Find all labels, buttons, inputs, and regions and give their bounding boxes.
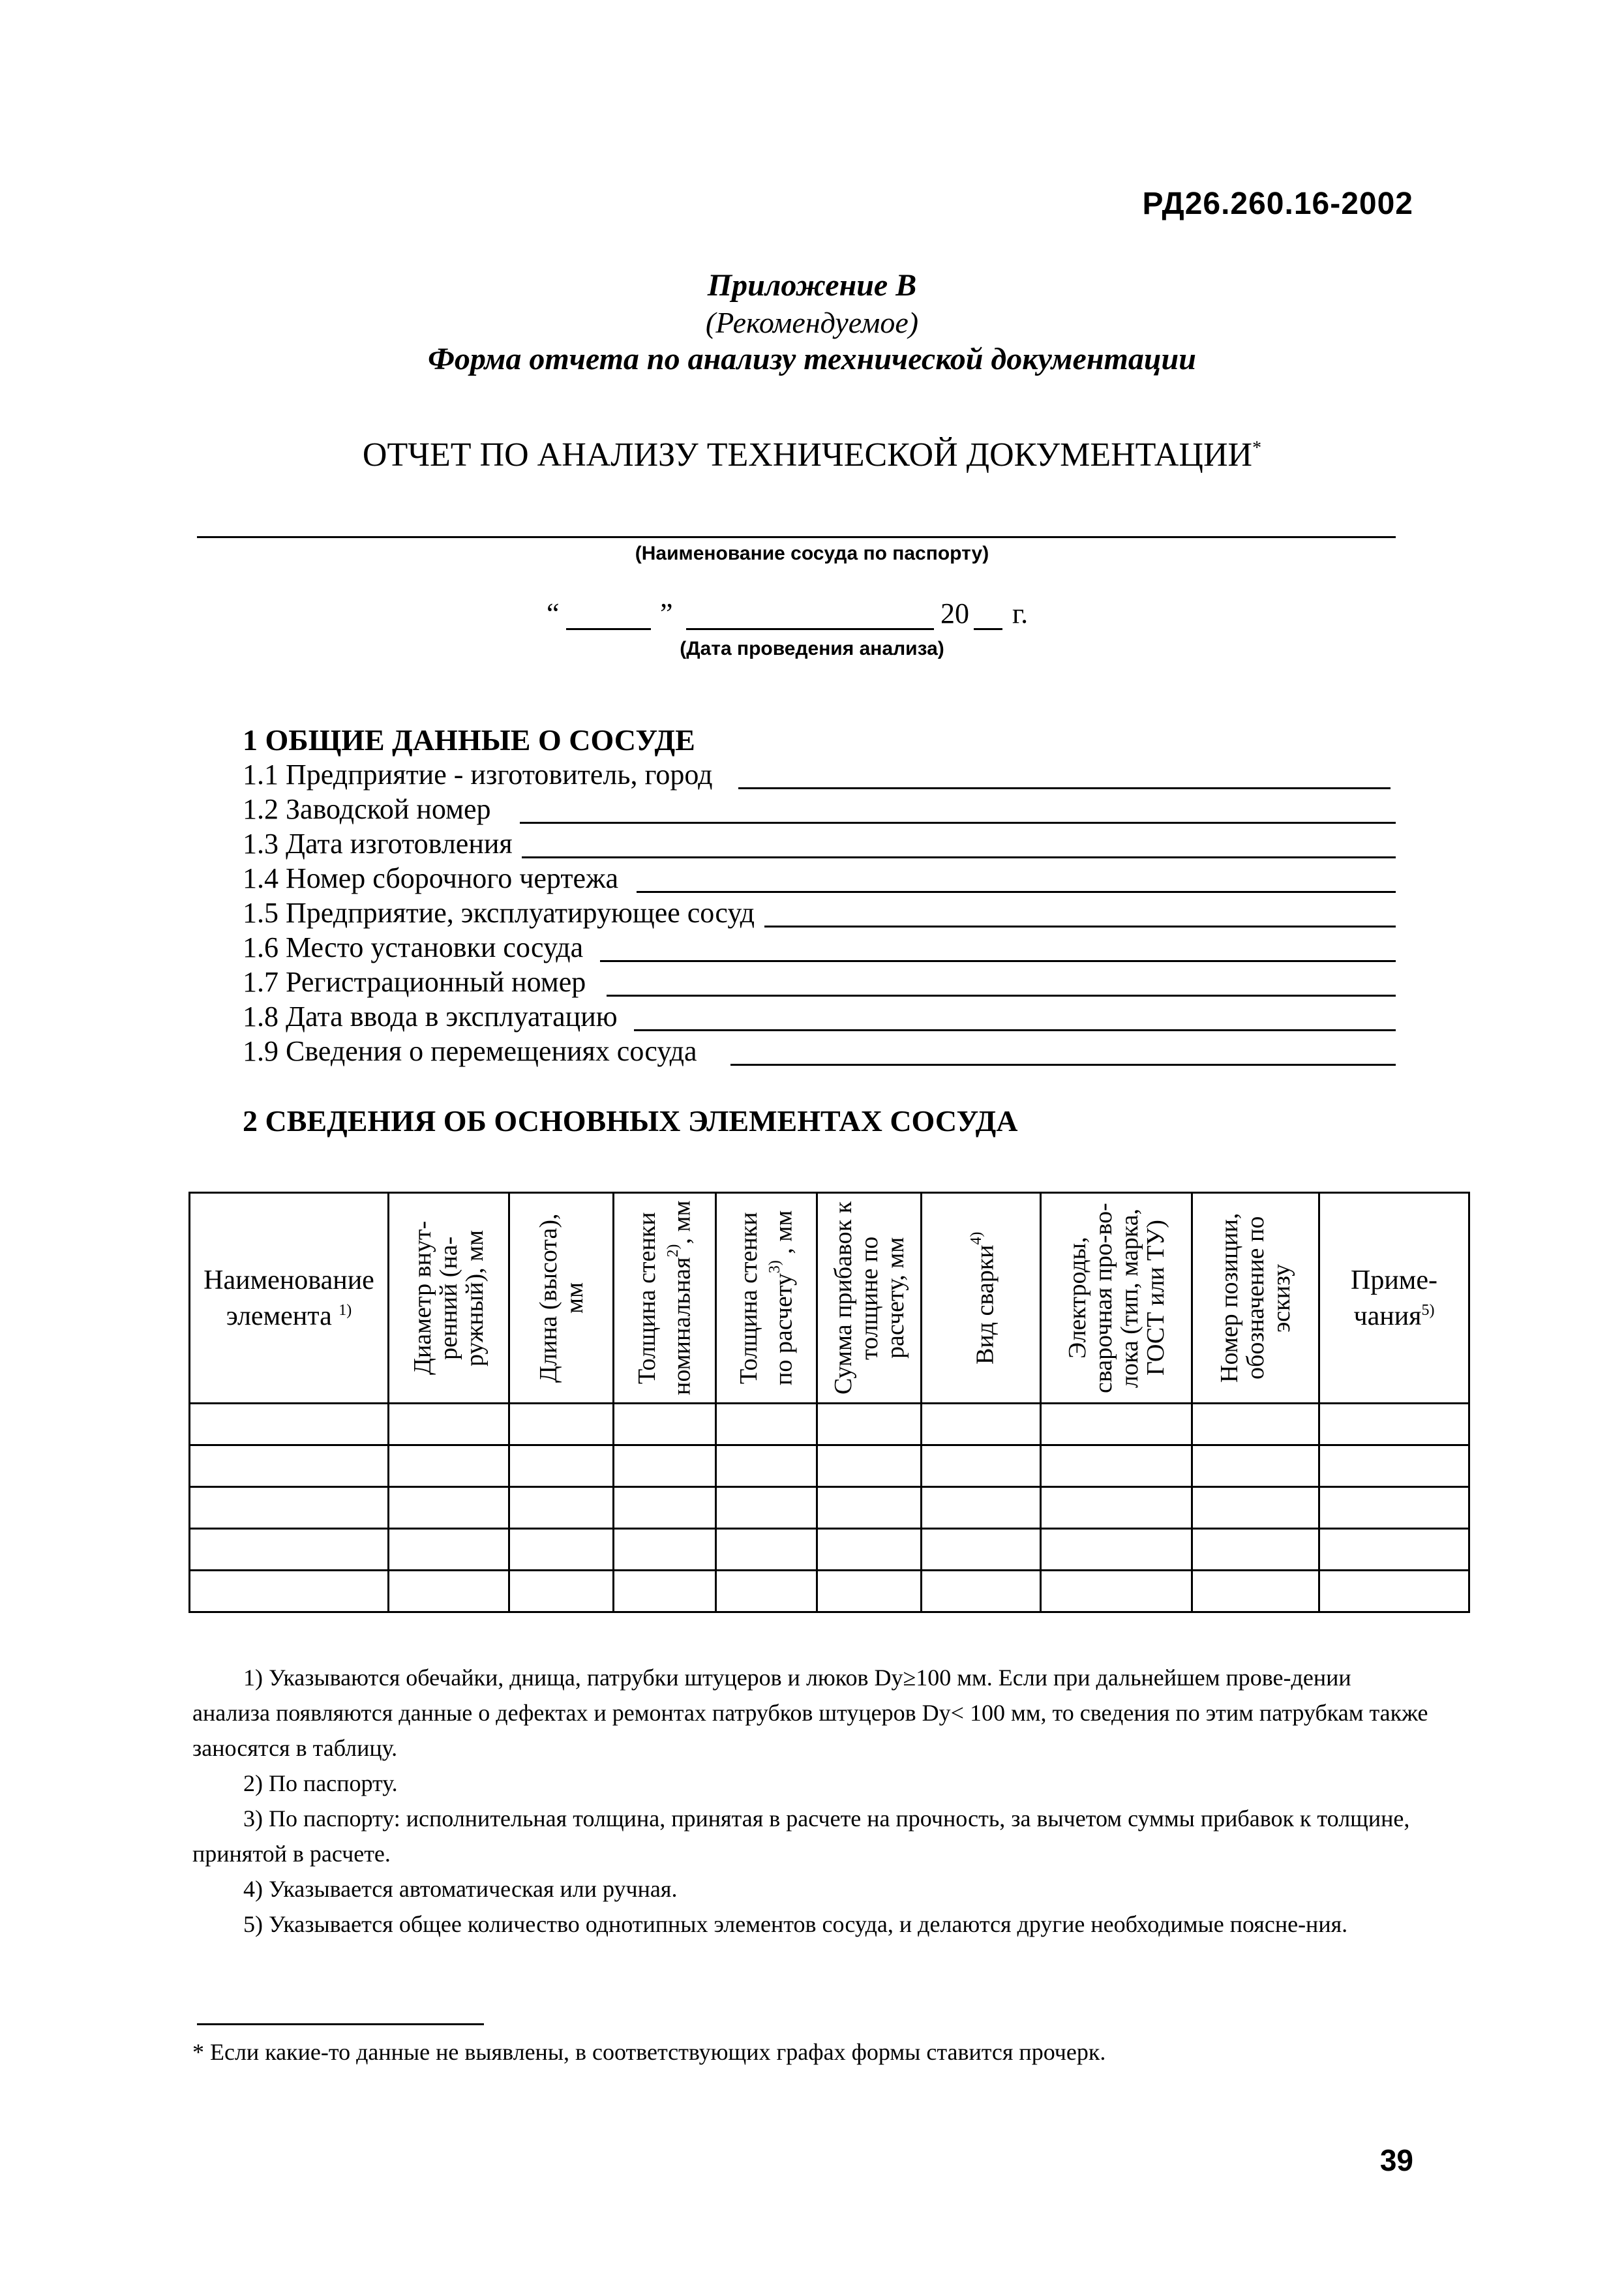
table-cell[interactable] xyxy=(817,1445,922,1487)
table-cell[interactable] xyxy=(716,1445,817,1487)
field-label: 1.3 Дата изготовления xyxy=(243,828,513,860)
field-label: 1.1 Предприятие - изготовитель, город xyxy=(243,759,713,791)
table-cell[interactable] xyxy=(1319,1445,1469,1487)
table-cell[interactable] xyxy=(716,1529,817,1571)
col-header-notes: Приме-чания$^{5)}$ xyxy=(1319,1193,1469,1404)
analysis-date-caption: (Дата проведения анализа) xyxy=(680,638,944,659)
table-cell[interactable] xyxy=(817,1571,922,1612)
table-cell[interactable] xyxy=(1192,1445,1319,1487)
table-cell[interactable] xyxy=(614,1404,716,1445)
note-1: 1) Указываются обечайки, днища, патрубки штуцеров и люков Dу≥100 мм. Если при дальнейшем прове-дении анализа появляются данные о дефектах и ремонтах патрубков штуцеров Dу< 100 мм, то сведения по этим патрубкам также заносятся в таблицу. xyxy=(192,1665,1428,1761)
field-commission-date-line[interactable] xyxy=(634,1029,1396,1031)
notes-block xyxy=(192,1660,1432,1942)
table-cell[interactable] xyxy=(509,1445,614,1487)
field-operator xyxy=(243,896,1396,931)
date-day-line[interactable] xyxy=(566,628,651,630)
col-header-element-name: Наименование элемента $^{1)}$ xyxy=(190,1193,389,1404)
report-title-mark: * xyxy=(1252,438,1262,459)
field-operator-line[interactable] xyxy=(764,926,1396,927)
analysis-date-row xyxy=(0,597,1624,636)
table-cell[interactable] xyxy=(190,1445,389,1487)
field-label: 1.7 Регистрационный номер xyxy=(243,966,586,998)
date-month-line[interactable] xyxy=(686,628,934,630)
table-cell[interactable] xyxy=(1041,1571,1192,1612)
field-label: 1.2 Заводской номер xyxy=(243,793,491,825)
field-label: 1.6 Место установки сосуда xyxy=(243,931,584,963)
field-install-location xyxy=(243,931,1396,966)
date-open-quote: “ xyxy=(547,597,560,629)
col-header-diameter: Диаметр внут-ренний (на-ружный), мм xyxy=(389,1193,509,1404)
report-title-text: ОТЧЕТ ПО АНАЛИЗУ ТЕХНИЧЕСКОЙ ДОКУМЕНТАЦИИ xyxy=(362,436,1253,474)
table-cell[interactable] xyxy=(389,1404,509,1445)
section1-title: 1 ОБЩИЕ ДАННЫЕ О СОСУДЕ xyxy=(243,723,695,757)
field-serial-number-line[interactable] xyxy=(520,822,1396,824)
table-cell[interactable] xyxy=(922,1404,1041,1445)
form-name: Форма отчета по анализу технической документации xyxy=(428,342,1196,376)
table-cell[interactable] xyxy=(817,1487,922,1529)
section2-title: 2 СВЕДЕНИЯ ОБ ОСНОВНЫХ ЭЛЕМЕНТАХ СОСУДА xyxy=(243,1104,1018,1138)
table-cell[interactable] xyxy=(190,1487,389,1529)
date-year-prefix: 20 xyxy=(940,597,969,629)
table-cell[interactable] xyxy=(1319,1571,1469,1612)
col-header-weld-type: Вид сварки$^{4)}$ xyxy=(922,1193,1041,1404)
table-cell[interactable] xyxy=(1192,1487,1319,1529)
field-relocations xyxy=(243,1034,1396,1070)
field-label: 1.9 Сведения о перемещениях сосуда xyxy=(243,1035,697,1067)
vessel-name-caption: (Наименование сосуда по паспорту) xyxy=(635,543,989,564)
report-title xyxy=(0,436,1624,474)
field-manufacturer xyxy=(243,758,1391,793)
table-cell[interactable] xyxy=(1041,1487,1192,1529)
field-serial-number xyxy=(243,792,1396,828)
col-header-nominal-thickness: Толщина стенки номинальная$^{2)}$, мм xyxy=(614,1193,716,1404)
table-cell[interactable] xyxy=(509,1487,614,1529)
col-header-design-thickness: Толщина стенки по расчету$^{3)}$ , мм xyxy=(716,1193,817,1404)
table-cell[interactable] xyxy=(614,1571,716,1612)
table-cell[interactable] xyxy=(716,1404,817,1445)
field-label: 1.8 Дата ввода в эксплуатацию xyxy=(243,1001,618,1033)
table-row xyxy=(190,1529,1469,1571)
table-cell[interactable] xyxy=(1319,1529,1469,1571)
table-cell[interactable] xyxy=(922,1571,1041,1612)
field-relocations-line[interactable] xyxy=(730,1064,1396,1066)
table-cell[interactable] xyxy=(389,1529,509,1571)
table-cell[interactable] xyxy=(389,1487,509,1529)
field-manufacturer-line[interactable] xyxy=(738,787,1391,789)
table-row xyxy=(190,1445,1469,1487)
date-year-suffix: г. xyxy=(1012,597,1029,629)
col-header-position-number: Номер позиции, обозначение по эскизу xyxy=(1192,1193,1319,1404)
col-header-length: Длина (высота), мм xyxy=(509,1193,614,1404)
vessel-name-line[interactable] xyxy=(197,536,1396,538)
table-cell[interactable] xyxy=(614,1445,716,1487)
table-cell[interactable] xyxy=(1192,1571,1319,1612)
table-cell[interactable] xyxy=(389,1571,509,1612)
note-2: 2) По паспорту. xyxy=(243,1770,398,1796)
appendix-title: Приложение В xyxy=(707,268,917,303)
table-cell[interactable] xyxy=(922,1445,1041,1487)
table-header-row xyxy=(190,1193,1469,1404)
field-assembly-drawing xyxy=(243,862,1396,897)
table-cell[interactable] xyxy=(190,1571,389,1612)
table-cell[interactable] xyxy=(1041,1404,1192,1445)
elements-table xyxy=(188,1192,1470,1613)
table-cell[interactable] xyxy=(716,1487,817,1529)
field-commission-date xyxy=(243,1000,1396,1035)
footnote-rule xyxy=(197,2023,484,2025)
field-assembly-drawing-line[interactable] xyxy=(637,891,1396,893)
table-row xyxy=(190,1404,1469,1445)
field-registration-number xyxy=(243,965,1396,1001)
footnote: * Если какие-то данные не выявлены, в соответствующих графах формы ставится прочерк. xyxy=(192,2039,1106,2065)
table-cell[interactable] xyxy=(509,1571,614,1612)
date-close-quote: ” xyxy=(660,597,673,629)
table-cell[interactable] xyxy=(190,1529,389,1571)
table-cell[interactable] xyxy=(1192,1529,1319,1571)
table-cell[interactable] xyxy=(817,1404,922,1445)
date-year-line[interactable] xyxy=(974,628,1002,630)
table-cell[interactable] xyxy=(716,1571,817,1612)
field-install-location-line[interactable] xyxy=(600,960,1396,962)
col-header-allowance-sum: Сумма прибавок к толщине по расчету, мм xyxy=(817,1193,922,1404)
table-cell[interactable] xyxy=(614,1487,716,1529)
table-cell[interactable] xyxy=(922,1487,1041,1529)
table-cell[interactable] xyxy=(1041,1445,1192,1487)
field-label: 1.5 Предприятие, эксплуатирующее сосуд xyxy=(243,897,755,929)
appendix-status: (Рекомендуемое) xyxy=(705,306,919,339)
table-cell[interactable] xyxy=(817,1529,922,1571)
table-cell[interactable] xyxy=(1192,1404,1319,1445)
table-row xyxy=(190,1487,1469,1529)
table-cell[interactable] xyxy=(509,1529,614,1571)
table-cell[interactable] xyxy=(190,1404,389,1445)
table-row xyxy=(190,1571,1469,1612)
table-cell[interactable] xyxy=(1319,1487,1469,1529)
document-code: РД26.260.16-2002 xyxy=(1142,187,1413,221)
table-cell[interactable] xyxy=(1041,1529,1192,1571)
note-5: 5) Указывается общее количество однотипных элементов сосуда, и делаются другие необходимые поясне-ния. xyxy=(243,1911,1348,1937)
field-manufacture-date xyxy=(243,827,1396,862)
table-cell[interactable] xyxy=(922,1529,1041,1571)
page-number: 39 xyxy=(1379,2143,1413,2177)
field-manufacture-date-line[interactable] xyxy=(522,856,1396,858)
col-header-electrodes: Электроды, сварочная про-во-лока (тип, марка, ГОСТ или ТУ) xyxy=(1041,1193,1192,1404)
note-4: 4) Указывается автоматическая или ручная. xyxy=(243,1876,678,1902)
note-3: 3) По паспорту: исполнительная толщина, принятая в расчете на прочность, за вычетом суммы прибавок к толщине, принятой в расчете. xyxy=(192,1805,1410,1867)
table-cell[interactable] xyxy=(1319,1404,1469,1445)
field-label: 1.4 Номер сборочного чертежа xyxy=(243,862,619,894)
field-registration-number-line[interactable] xyxy=(607,995,1396,997)
table-cell[interactable] xyxy=(614,1529,716,1571)
table-cell[interactable] xyxy=(509,1404,614,1445)
table-cell[interactable] xyxy=(389,1445,509,1487)
